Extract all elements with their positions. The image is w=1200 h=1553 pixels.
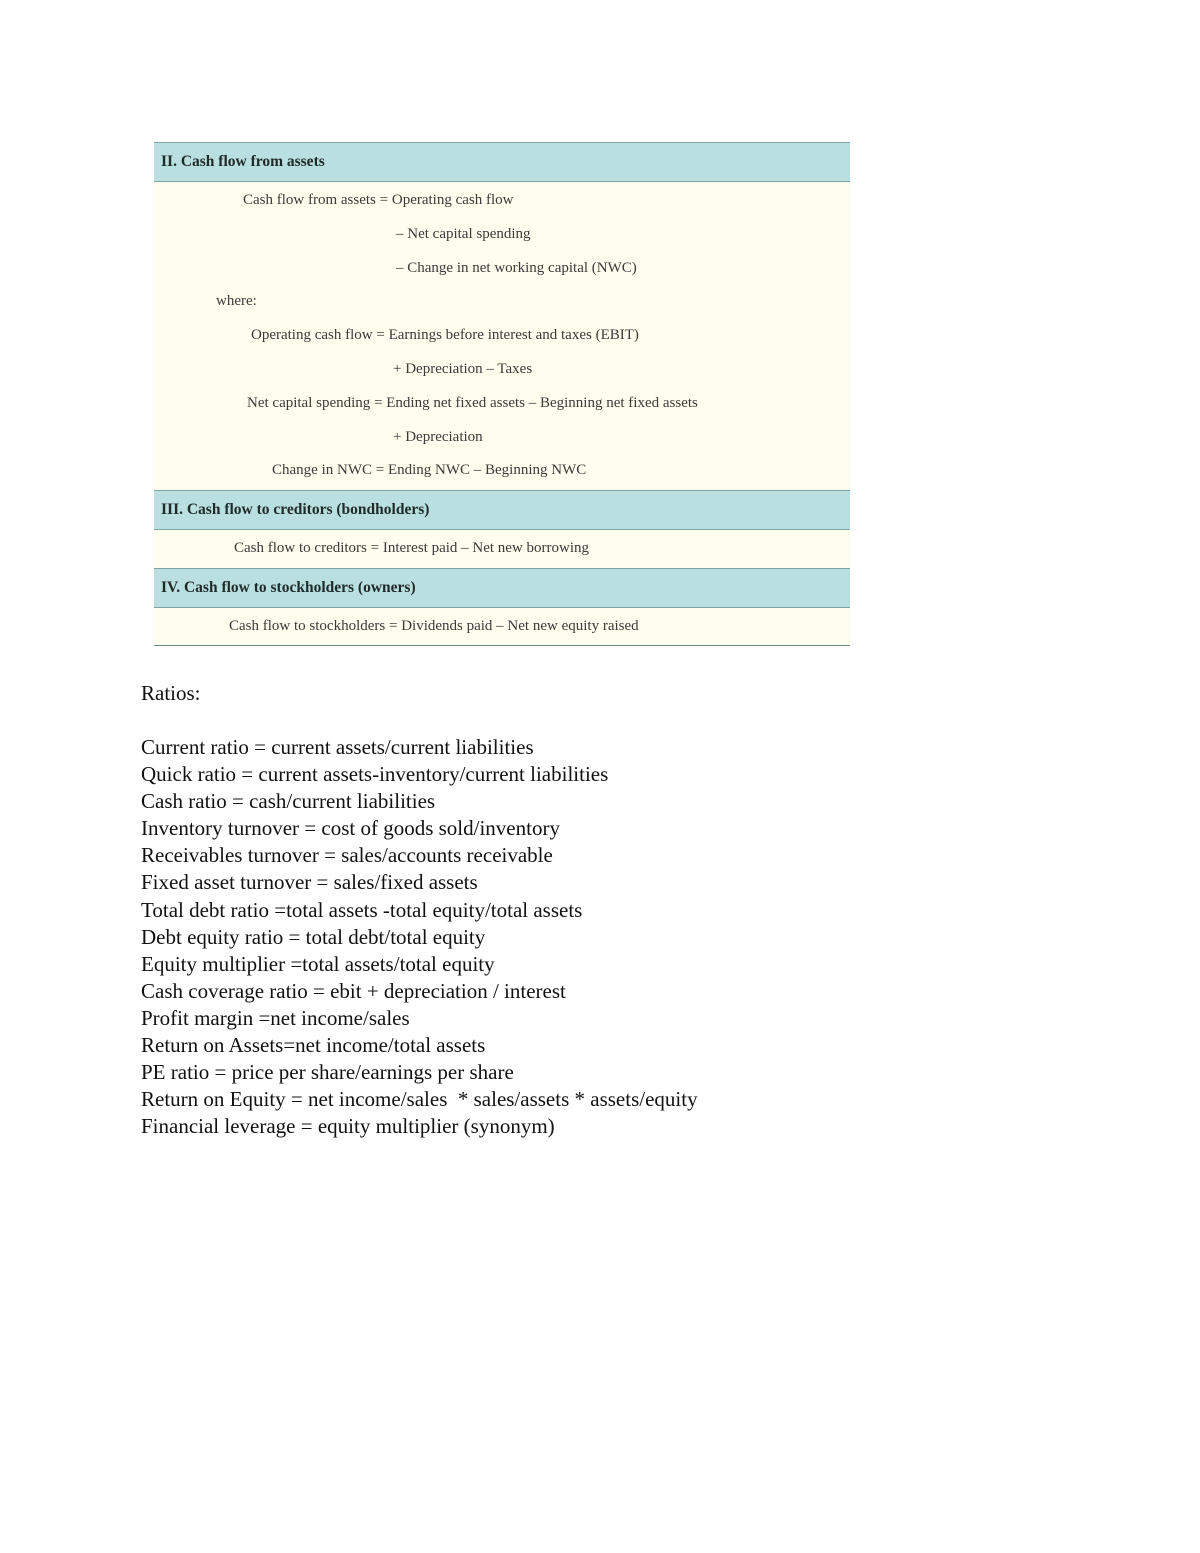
ratio-line: Equity multiplier =total assets/total equity: [141, 951, 495, 976]
section-body-cash-flow-to-stockholders: [154, 608, 850, 645]
ratio-line: Profit margin =net income/sales: [141, 1005, 410, 1030]
cash-flow-table: [154, 142, 850, 646]
formula-line: Cash flow to creditors = Interest paid – Net new borrowing: [234, 540, 590, 556]
ratio-line: PE ratio = price per share/earnings per share: [141, 1060, 514, 1085]
formula-line: Change in NWC = Ending NWC – Beginning NWC: [272, 462, 587, 478]
formula-line: Cash flow from assets = Operating cash flow: [243, 192, 514, 208]
ratio-line: Receivables turnover = sales/accounts receivable: [141, 843, 553, 868]
formula-line: Net capital spending = Ending net fixed assets – Beginning net fixed assets: [247, 395, 698, 411]
formula-line: + Depreciation – Taxes: [393, 361, 533, 377]
formula-line: + Depreciation: [393, 429, 483, 445]
formula-line: – Change in net working capital (NWC): [396, 260, 637, 276]
ratios-heading: Ratios:: [141, 681, 201, 705]
formula-line: Cash flow to stockholders = Dividends paid – Net new equity raised: [229, 618, 639, 634]
section-header-cash-flow-to-stockholders: IV. Cash flow to stockholders (owners): [154, 568, 850, 608]
ratio-line: Cash coverage ratio = ebit + depreciation / interest: [141, 978, 566, 1003]
ratio-line: Quick ratio = current assets-inventory/current liabilities: [141, 762, 609, 787]
section-header-cash-flow-from-assets: II. Cash flow from assets: [154, 142, 850, 182]
section-header-cash-flow-to-creditors: III. Cash flow to creditors (bondholders): [154, 490, 850, 530]
section-body-cash-flow-to-creditors: [154, 530, 850, 568]
ratio-line: Debt equity ratio = total debt/total equity: [141, 924, 486, 949]
ratio-line: Financial leverage = equity multiplier (synonym): [141, 1114, 555, 1139]
ratio-line: Fixed asset turnover = sales/fixed assets: [141, 870, 478, 895]
formula-line: – Net capital spending: [396, 226, 531, 242]
ratio-line: Total debt ratio =total assets -total equity/total assets: [141, 897, 583, 922]
ratio-line: Current ratio = current assets/current liabilities: [141, 735, 534, 759]
formula-line: Operating cash flow = Earnings before interest and taxes (EBIT): [251, 327, 639, 343]
section-body-cash-flow-from-assets: [154, 182, 850, 490]
ratios-list: [141, 680, 698, 1140]
ratio-line: Cash ratio = cash/current liabilities: [141, 789, 436, 814]
ratio-line: Return on Assets=net income/total assets: [141, 1033, 486, 1058]
formula-line: where:: [216, 293, 257, 309]
ratio-line: Inventory turnover = cost of goods sold/inventory: [141, 816, 560, 841]
spacer: [141, 707, 698, 734]
ratio-line: Return on Equity = net income/sales * sales/assets * assets/equity: [141, 1087, 698, 1112]
